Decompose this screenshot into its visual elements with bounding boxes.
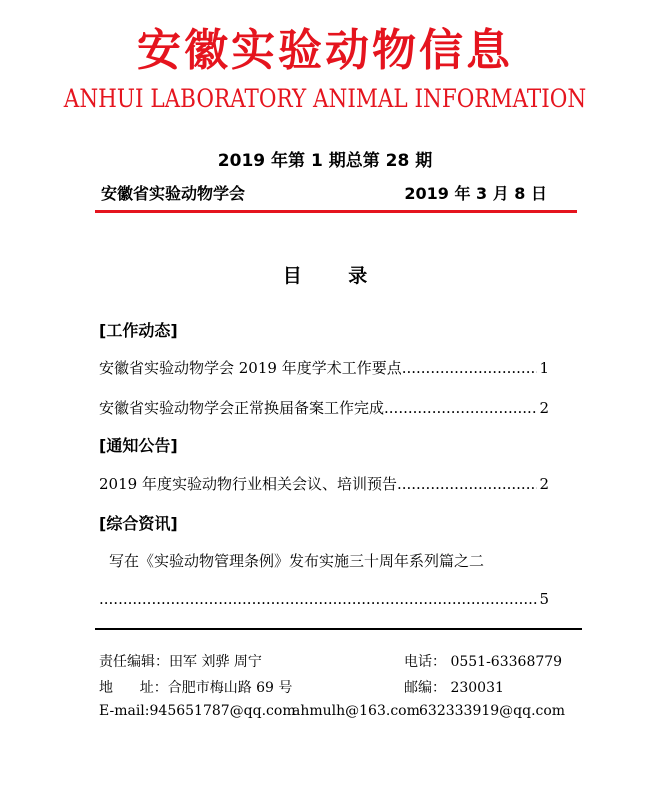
phone-info: 电话： 0551-63368779 — [404, 654, 563, 670]
toc-entry[interactable] — [99, 473, 549, 494]
toc-leader-dots — [384, 399, 537, 417]
toc-title: 目 录 — [282, 265, 368, 287]
editors-info: 责任编辑：田军 刘骅 周宁 — [99, 654, 262, 670]
postcode-info: 邮编： 230031 — [404, 680, 504, 696]
toc-leader-dots — [99, 590, 539, 608]
toc-entry[interactable] — [99, 397, 549, 418]
publication-date: 2019 年 3 月 8 日 — [404, 184, 547, 203]
toc-entry-page: 1 — [539, 359, 549, 377]
publisher-name: 安徽省实验动物学会 — [101, 184, 246, 203]
journal-title-cn: 安徽实验动物信息 — [137, 25, 513, 76]
header-divider — [95, 210, 577, 213]
toc-entry-continuation — [99, 590, 549, 608]
toc-entry-text: 安徽省实验动物学会正常换届备案工作完成 — [99, 399, 385, 417]
toc-leader-dots — [397, 475, 538, 493]
toc-entry-page: 2 — [539, 399, 549, 417]
toc-entry-text: 安徽省实验动物学会 2019 年度学术工作要点 — [99, 359, 402, 377]
email-secondary[interactable]: ahmulh@163.com — [292, 703, 420, 719]
toc-entry-page: 5 — [539, 590, 549, 608]
issue-number: 2019 年第 1 期总第 28 期 — [217, 151, 433, 171]
toc-entry-text[interactable]: 写在《实验动物管理条例》发布实施三十周年系列篇之二 — [109, 552, 485, 570]
toc-leader-dots — [402, 359, 538, 377]
footer-divider — [95, 628, 582, 630]
section-heading-news: [综合资讯] — [99, 514, 178, 533]
email-primary[interactable]: E-mail:945651787@qq.com — [99, 703, 296, 719]
toc-entry-text: 2019 年度实验动物行业相关会议、培训预告 — [99, 475, 397, 493]
toc-entry-page: 2 — [539, 475, 549, 493]
toc-entry[interactable] — [99, 357, 549, 378]
section-heading-work-news: [工作动态] — [99, 321, 178, 340]
email-tertiary[interactable]: 632333919@qq.com — [419, 703, 566, 719]
journal-title-en: ANHUI LABORATORY ANIMAL INFORMATION — [63, 84, 587, 113]
section-heading-notices: [通知公告] — [99, 436, 178, 455]
address-info: 地 址：合肥市梅山路 69 号 — [99, 680, 293, 696]
